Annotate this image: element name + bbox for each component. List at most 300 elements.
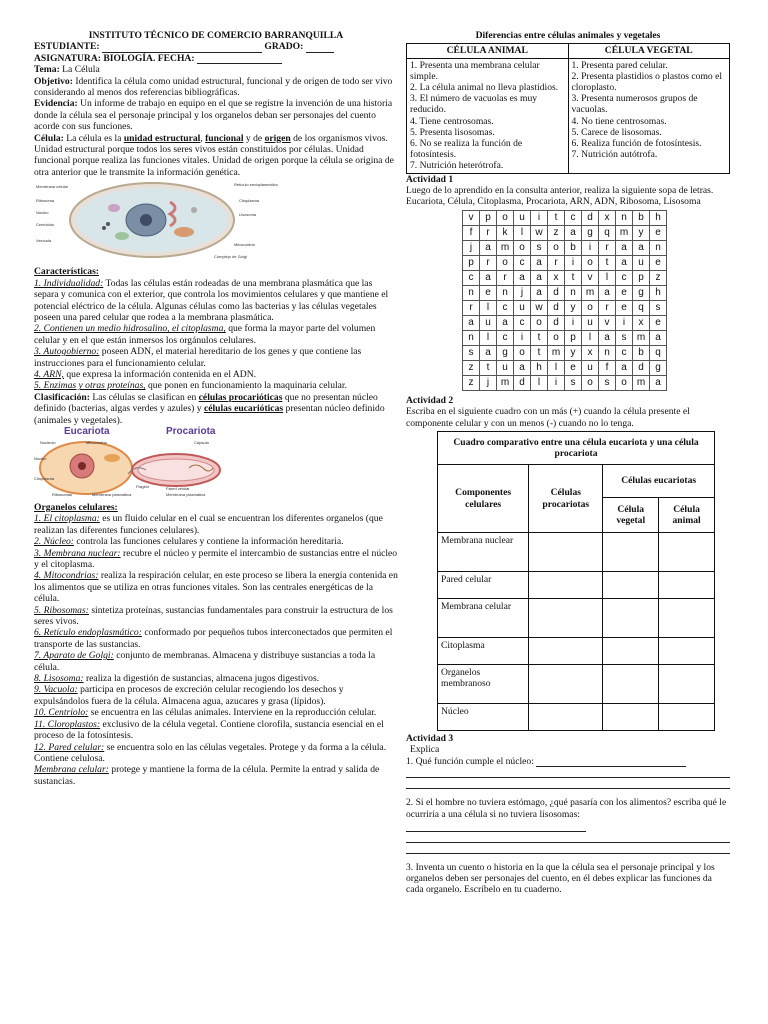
organelo-item [34,719,398,742]
organelo-item [34,742,398,765]
question-1-blank[interactable] [536,757,686,767]
date-blank[interactable] [197,54,282,64]
objetivo-text: Identifica la célula como unidad estructural, funcional y de origen de todo ser vivo considerando al menos dos referencias bibliográficas. [34,75,393,99]
vegetal-item: 1. Presenta pared celular. [571,59,668,71]
word-search-cell[interactable]: n [616,210,633,225]
organelo-name: 11. Cloroplastos: [34,718,101,730]
word-search-cell[interactable]: c [514,315,531,330]
word-search-cell[interactable]: o [514,345,531,360]
word-search-cell[interactable]: t [480,360,497,375]
question-2-line-2[interactable] [406,843,730,854]
word-search-cell[interactable]: b [565,240,582,255]
c1-title: 1. Individualidad: [34,277,104,289]
word-search-cell[interactable]: g [582,225,599,240]
celula-label: Célula: [34,132,64,144]
word-search-cell[interactable]: o [497,210,514,225]
activity-3-title: Actividad 3 [406,733,454,745]
animal-item: 1. Presenta una membrana celular simple. [410,59,540,82]
word-search-cell[interactable]: q [650,345,667,360]
word-search-cell[interactable]: o [582,375,599,390]
keyword-origen: origen [264,132,291,144]
grade-label: GRADO: [264,41,304,53]
word-search-cell[interactable]: m [633,330,650,345]
word-search-cell[interactable]: s [616,330,633,345]
word-search-cell[interactable]: c [497,330,514,345]
subject-line [34,53,398,64]
organelo-text: realiza la digestión de sustancias, almacena jugos digestivos. [85,673,320,685]
celula-text-2: y de [245,132,263,144]
word-search-cell[interactable]: c [616,270,633,285]
word-search-cell[interactable]: v [599,315,616,330]
keyword-eucarioticas: células eucarióticas [203,403,284,415]
organelo-name: 5. Ribosomas: [34,604,89,616]
word-search-cell[interactable]: a [650,330,667,345]
date-label: FECHA: [157,52,195,64]
c5-title: 5. Enzimas y otras proteínas, [34,380,146,392]
word-search-cell[interactable]: e [565,360,582,375]
word-search-row [463,240,667,255]
word-search-cell[interactable]: p [480,210,497,225]
organelos-list [34,513,398,787]
question-2-line-1[interactable] [406,832,730,843]
word-search-cell[interactable]: b [633,345,650,360]
fig2-label-flagelo: Flagelo [136,483,150,489]
comparison-cell-procariota[interactable] [529,533,603,572]
comparison-table [437,431,715,731]
word-search-cell[interactable]: l [599,270,616,285]
fig1-label-mitocondria: Mitocondria [234,242,255,248]
c5-text: que ponen en funcionamiento la maquinaria celular. [147,380,347,392]
word-search-cell[interactable]: s [463,345,480,360]
word-search-cell[interactable]: b [633,210,650,225]
word-search-cell[interactable]: t [565,270,582,285]
word-search-cell[interactable]: g [633,285,650,300]
question-1-line-1[interactable] [406,767,730,778]
c4-text: que expresa la información contenida en el ADN. [66,368,257,380]
caracteristica-3 [34,346,398,369]
comparison-cell-procariota[interactable] [529,572,603,599]
word-search-cell[interactable]: e [480,285,497,300]
fig2-label-membrana-eu: Membrana plasmática [92,491,132,497]
word-search-cell[interactable]: w [531,225,548,240]
fig1-label-membrana: Membrana celular [36,184,69,190]
word-search-cell[interactable]: a [616,360,633,375]
word-search-row [463,225,667,240]
word-search-cell[interactable]: a [650,375,667,390]
word-search-cell[interactable]: o [582,300,599,315]
activity-1-words: Eucariota, Célula, Citoplasma, Procariota, ARN, ADN, Ribosoma, Lisosoma [406,196,701,208]
word-search-cell[interactable]: i [565,315,582,330]
animal-list-cell [407,58,569,173]
comparison-cell-procariota[interactable] [529,704,603,731]
word-search-cell[interactable]: s [650,300,667,315]
word-search-cell[interactable]: u [582,360,599,375]
word-search-cell[interactable]: j [480,375,497,390]
word-search-cell[interactable]: x [548,270,565,285]
keyword-procarioticas: células procarióticas [198,391,283,403]
word-search-cell[interactable]: c [497,300,514,315]
word-search-cell[interactable]: o [514,240,531,255]
organelo-item [34,627,398,650]
animal-item: 4. Tiene centrosomas. [410,115,494,127]
col-vegetal-header: CÉLULA VEGETAL [568,44,730,58]
right-column [406,30,730,896]
word-search-cell[interactable]: i [565,255,582,270]
vegetal-item: 6. Realiza función de fotosíntesis. [571,138,702,150]
organelo-text: realiza la respiración celular, en este proceso se libera la energía contenida en los alimentos que se utiliza en otras funciones vitales. Son las centrales energéticas de la célula. [34,570,398,605]
word-search-row [463,345,667,360]
word-search-cell[interactable]: o [548,240,565,255]
organelo-item [34,707,398,718]
organelo-text: controla las funciones celulares y contiene la información hereditaria. [76,536,344,548]
fig1-label-reticulo: Retículo endoplasmático [234,182,278,188]
word-search-cell[interactable]: a [599,330,616,345]
fig2-eucariota-label: Eucariota [64,425,110,437]
word-search-cell[interactable]: z [548,225,565,240]
word-search-cell[interactable]: z [650,270,667,285]
word-search-cell[interactable]: o [582,255,599,270]
word-search-cell[interactable]: s [599,375,616,390]
word-search-cell[interactable]: i [616,315,633,330]
word-search-cell[interactable]: m [616,225,633,240]
caracteristica-4 [34,369,398,380]
question-2-blank[interactable] [406,822,586,832]
word-search-cell[interactable]: i [548,375,565,390]
comp-header-eucariotas: Células eucariotas [603,465,715,498]
caracteristica-5 [34,380,398,391]
word-search-cell[interactable]: m [548,345,565,360]
organelo-text: se encuentra en las células animales. Interviene en la reproducción celular. [90,707,377,719]
word-search-cell[interactable]: l [531,375,548,390]
word-search-cell[interactable]: n [650,240,667,255]
word-search-cell[interactable]: u [582,315,599,330]
word-search-cell[interactable]: r [497,270,514,285]
word-search-cell[interactable]: v [582,270,599,285]
comparison-cell-vegetal[interactable] [603,638,659,665]
word-search-cell[interactable]: a [531,270,548,285]
word-search-cell[interactable]: c [565,210,582,225]
word-search-cell[interactable]: t [531,330,548,345]
word-search-cell[interactable]: z [463,360,480,375]
organelo-name: 8. Lisosoma: [34,673,84,685]
word-search-cell[interactable]: u [514,210,531,225]
word-search-cell[interactable]: r [548,255,565,270]
word-search-cell[interactable]: s [565,375,582,390]
fig2-label-nucleolo: Nucleolo [40,439,56,445]
comparison-cell-procariota[interactable] [529,599,603,638]
comparison-cell-animal[interactable] [659,572,715,599]
word-search-cell[interactable]: j [463,240,480,255]
word-search-cell[interactable]: x [599,210,616,225]
word-search-cell[interactable]: l [480,330,497,345]
comparison-cell-animal[interactable] [659,638,715,665]
c1-text: Todas las células están rodeadas de una membrana plasmática que las separa y comunica con el exterior, que controla los movimientos celulares y que mantiene el potencial eléctrico de la célula. Algunas células como las bacterias y las células vegetales poseen una pared celular que rodea a la membrana plasmática. [34,277,389,323]
vegetal-item: 5. Carece de lisosomas. [571,126,662,138]
fig1-label-nucleo: Núcleo [36,210,49,216]
caracteristica-2 [34,323,398,346]
word-search-cell[interactable]: a [480,270,497,285]
word-search-cell[interactable]: s [531,240,548,255]
left-column [34,30,398,787]
c3-title: 3. Autogobierno: [34,346,100,358]
word-search-cell[interactable]: k [497,225,514,240]
word-search-cell[interactable]: g [650,360,667,375]
activity-2-text: Escriba en el siguiente cuadro con un más (+) cuando la célula presente el componente celular y con un menos (-) cuando no lo tenga. [406,406,690,429]
organelo-item [34,673,398,684]
word-search-cell[interactable]: m [582,285,599,300]
word-search-cell[interactable]: t [531,345,548,360]
subject-label: ASIGNATURA: [34,52,101,64]
word-search-cell[interactable]: a [514,360,531,375]
comparison-cell-vegetal[interactable] [603,704,659,731]
fig1-label-vesicula: Vesícula [36,238,52,244]
word-search-cell[interactable]: h [531,360,548,375]
organelo-text: recubre el núcleo y permite el intercambio de sustancias entre el núcleo y el citoplasma. [34,547,398,570]
eukaryote-prokaryote-illustration [34,425,234,498]
word-search-cell[interactable]: d [633,360,650,375]
fig1-label-citoplasma: Citoplasma [239,198,260,204]
comparison-row [438,638,715,665]
word-search-cell[interactable]: n [497,285,514,300]
word-search-cell[interactable]: n [599,345,616,360]
word-search-cell[interactable]: n [463,330,480,345]
word-search-cell[interactable]: a [531,285,548,300]
objetivo-label: Objetivo: [34,75,73,87]
eukaryote-prokaryote-figure [34,425,234,498]
organelos-title: Organelos celulares: [34,501,118,513]
comparison-cell-vegetal[interactable] [603,665,659,704]
word-search-cell[interactable]: c [514,255,531,270]
word-search-cell[interactable]: a [565,225,582,240]
word-search-cell[interactable]: u [514,300,531,315]
organelo-name: Membrana celular: [34,764,109,776]
vegetal-item: 3. Presenta numerosos grupos de vacuolas. [571,93,698,116]
word-search-cell[interactable]: y [565,345,582,360]
organelo-text: es un fluido celular en el cual se encuentran los diferentes organelos (que realizan las diferentes funciones celulares). [34,513,383,536]
word-search-cell[interactable]: x [633,315,650,330]
word-search-cell[interactable]: l [514,225,531,240]
word-search-cell[interactable]: d [582,210,599,225]
animal-cell-illustration [34,180,279,262]
evidencia-paragraph [34,98,398,132]
organelo-text: conjunto de membranas. Almacena y distribuye sustancias a toda la célula. [34,650,376,673]
question-2-text: 2. Si el hombre no tuviera estómago, ¿qué pasaría con los alimentos? escriba qué le ocurriría a una célula si no tuviera lisosomas: [406,797,727,820]
word-search-cell[interactable]: u [497,360,514,375]
comparison-component: Citoplasma [438,638,529,665]
word-search-cell[interactable]: n [565,285,582,300]
fig2-label-citoplasma: Citoplasma [34,475,55,481]
organelo-text: conformado por pequeños tubos interconectados que permiten el transporte de las sustancias. [34,627,393,650]
comparison-title: Cuadro comparativo entre una célula eucariota y una célula procariota [438,432,715,465]
word-search-cell[interactable]: g [497,345,514,360]
comparison-cell-vegetal[interactable] [603,599,659,638]
comp-header-procariotas: Células procariotas [529,465,603,533]
word-search-cell[interactable]: o [616,375,633,390]
word-search-cell[interactable]: a [497,315,514,330]
word-search-cell[interactable]: n [463,285,480,300]
word-search-cell[interactable]: o [531,315,548,330]
organelo-item [34,536,398,547]
word-search-cell[interactable]: i [582,240,599,255]
word-search-cell[interactable]: e [650,225,667,240]
word-search-cell[interactable]: r [599,300,616,315]
word-search-cell[interactable]: e [650,255,667,270]
organelo-item [34,513,398,536]
question-1-text: 1. Qué función cumple el núcleo: [406,755,534,767]
celula-text-3: de los organismos vivos. Unidad estructural porque todos los seres vivos están constituidos por células. Unidad funcional porque realiza las funciones vitales. Unidad de origen porque la célula se origina de otra anterior que le transmite la información genética. [34,132,394,178]
word-search-cell[interactable]: r [480,255,497,270]
keyword-unidad-estructural: unidad estructural [123,132,201,144]
word-search-cell[interactable]: q [599,225,616,240]
word-search-cell[interactable]: p [463,255,480,270]
question-1 [406,756,730,767]
clasificacion-label: Clasificación: [34,391,90,403]
tema-value: La Célula [62,64,100,76]
clasif-text-1: Las células se clasifican en [92,391,197,403]
word-search-cell[interactable]: t [548,210,565,225]
animal-item: 5. Presenta lisosomas. [410,126,495,138]
animal-item: 7. Nutrición heterótrofa. [410,160,504,172]
grade-blank[interactable] [306,43,334,53]
word-search-row [463,330,667,345]
organelo-name: 4. Mitocondrias: [34,570,99,582]
institute-title: INSTITUTO TÉCNICO DE COMERCIO BARRANQUILLA [88,30,344,41]
organelo-text: sintetiza proteínas, sustancias fundamentales para construir la estructura de los seres vivos. [34,604,393,628]
fig1-label-golgi: Complejo de Golgi [214,254,247,260]
fig2-label-nucleo: Núcleo [34,455,47,461]
student-blank[interactable] [102,43,262,53]
comparison-cell-animal[interactable] [659,533,715,572]
comparison-cell-animal[interactable] [659,704,715,731]
word-search-cell[interactable]: u [480,315,497,330]
organelo-name: 7. Aparato de Golgi: [34,650,114,662]
word-search-cell[interactable]: h [650,210,667,225]
word-search-cell[interactable]: a [531,255,548,270]
comparison-component: Membrana nuclear [438,533,529,572]
word-search-cell[interactable]: f [463,225,480,240]
word-search-cell[interactable]: o [548,330,565,345]
clasif-text-3: presentan núcleo definido (animales y vegetales). [34,403,385,426]
word-search-cell[interactable]: p [565,330,582,345]
vegetal-list-cell [568,58,730,173]
animal-item: 6. No se realiza la función de fotosíntesis. [410,138,523,161]
word-search-cell[interactable]: u [633,255,650,270]
comparison-cell-animal[interactable] [659,665,715,704]
organelo-item [34,605,398,628]
word-search-cell[interactable]: l [548,360,565,375]
word-search-cell[interactable]: f [599,360,616,375]
word-search-cell[interactable]: a [463,315,480,330]
celula-paragraph: Célula: La célula es la unidad estructural, funcional y de origen de los organismos vivos. Unidad estructural porque todos los seres vivos están constituidos por células. Unidad funcional porque realiza las funciones vitales. Unidad de origen porque la célula se origina de otra anterior que le transmite la información genética. [34,132,394,178]
clasificacion-paragraph [34,392,398,426]
word-search-cell[interactable]: m [633,375,650,390]
word-search-cell[interactable]: h [650,285,667,300]
fig1-label-ribosoma: Ribosoma [36,198,55,204]
word-search-cell[interactable]: o [497,255,514,270]
word-search-cell[interactable]: t [599,255,616,270]
word-search-row [463,285,667,300]
question-1-line-2[interactable] [406,778,730,789]
word-search-cell[interactable]: a [480,240,497,255]
word-search-row [463,255,667,270]
word-search-row [463,315,667,330]
word-search-cell[interactable]: c [463,270,480,285]
comparison-cell-vegetal[interactable] [603,572,659,599]
word-search-cell[interactable]: l [480,300,497,315]
activity-3-sub: Explica [410,744,440,756]
comp-header-vegetal: Célula vegetal [603,498,659,533]
objetivo-paragraph [34,76,398,99]
comparison-component: Organelos membranoso [438,665,529,704]
word-search-cell[interactable]: z [463,375,480,390]
word-search-cell[interactable]: y [565,300,582,315]
word-search-cell[interactable]: r [480,225,497,240]
fig2-label-mitocondria: Mitocondria [86,439,107,445]
word-search-cell[interactable]: a [514,270,531,285]
word-search-cell[interactable]: x [582,345,599,360]
comparison-row [438,572,715,599]
word-search-cell[interactable]: m [497,375,514,390]
evidencia-text: Un informe de trabajo en equipo en el que se registre la invención de una historia donde la célula sea el personaje principal y los organelos deban ser personajes del cuento acorde con sus funciones. [34,98,393,133]
word-search-cell[interactable]: q [633,300,650,315]
word-search-cell[interactable]: r [463,300,480,315]
student-line [34,41,398,52]
comparison-cell-vegetal[interactable] [603,533,659,572]
word-search-cell[interactable]: d [548,315,565,330]
word-search-cell[interactable]: a [599,285,616,300]
word-search-cell[interactable]: e [616,285,633,300]
organelo-name: 10. Centriolo: [34,707,89,719]
word-search-cell[interactable]: w [531,300,548,315]
c2-text: que forma la mayor parte del volumen celular y en el que están inmersos los orgánulos celulares. [34,323,376,346]
organelo-item [34,570,398,604]
keyword-funcional: funcional [205,132,244,144]
word-search-cell[interactable]: e [650,315,667,330]
word-search-cell[interactable]: a [616,255,633,270]
organelo-text: exclusivo de la célula vegetal. Contiene clorofila, sustancia esencial en el proceso de la fotosíntesis. [34,718,384,742]
word-search-cell[interactable]: d [548,285,565,300]
organelo-text: protege y mantiene la forma de la célula. Permite la entrad y salida de sustancias. [34,764,380,787]
comparison-cell-animal[interactable] [659,599,715,638]
organelo-text: participa en procesos de excreción celular recogiendo los desechos y expulsándolos fuera de la célula. Almacena agua, azucares y grasa (lípidos). [34,684,344,707]
word-search-cell[interactable]: a [616,240,633,255]
differences-table [406,43,730,173]
word-search-cell[interactable]: d [514,375,531,390]
word-search-cell[interactable]: v [463,210,480,225]
word-search-cell[interactable]: i [514,330,531,345]
comparison-row [438,665,715,704]
word-search-cell[interactable]: r [599,240,616,255]
organelo-name: 2. Núcleo: [34,536,74,548]
word-search-cell[interactable]: a [480,345,497,360]
organelo-name: 1. El citoplasma: [34,513,100,525]
word-search-cell[interactable]: p [633,270,650,285]
word-search-cell[interactable]: y [633,225,650,240]
word-search-cell[interactable]: l [582,330,599,345]
comparison-component: Membrana celular [438,599,529,638]
word-search-cell[interactable]: c [616,345,633,360]
word-search-cell[interactable]: d [548,300,565,315]
comparison-cell-procariota[interactable] [529,665,603,704]
word-search-cell[interactable]: m [497,240,514,255]
question-2 [406,797,730,831]
word-search-cell[interactable]: e [616,300,633,315]
word-search-row [463,210,667,225]
word-search-cell[interactable]: a [633,240,650,255]
word-search-cell[interactable]: j [514,285,531,300]
comparison-cell-procariota[interactable] [529,638,603,665]
word-search-cell[interactable]: i [531,210,548,225]
